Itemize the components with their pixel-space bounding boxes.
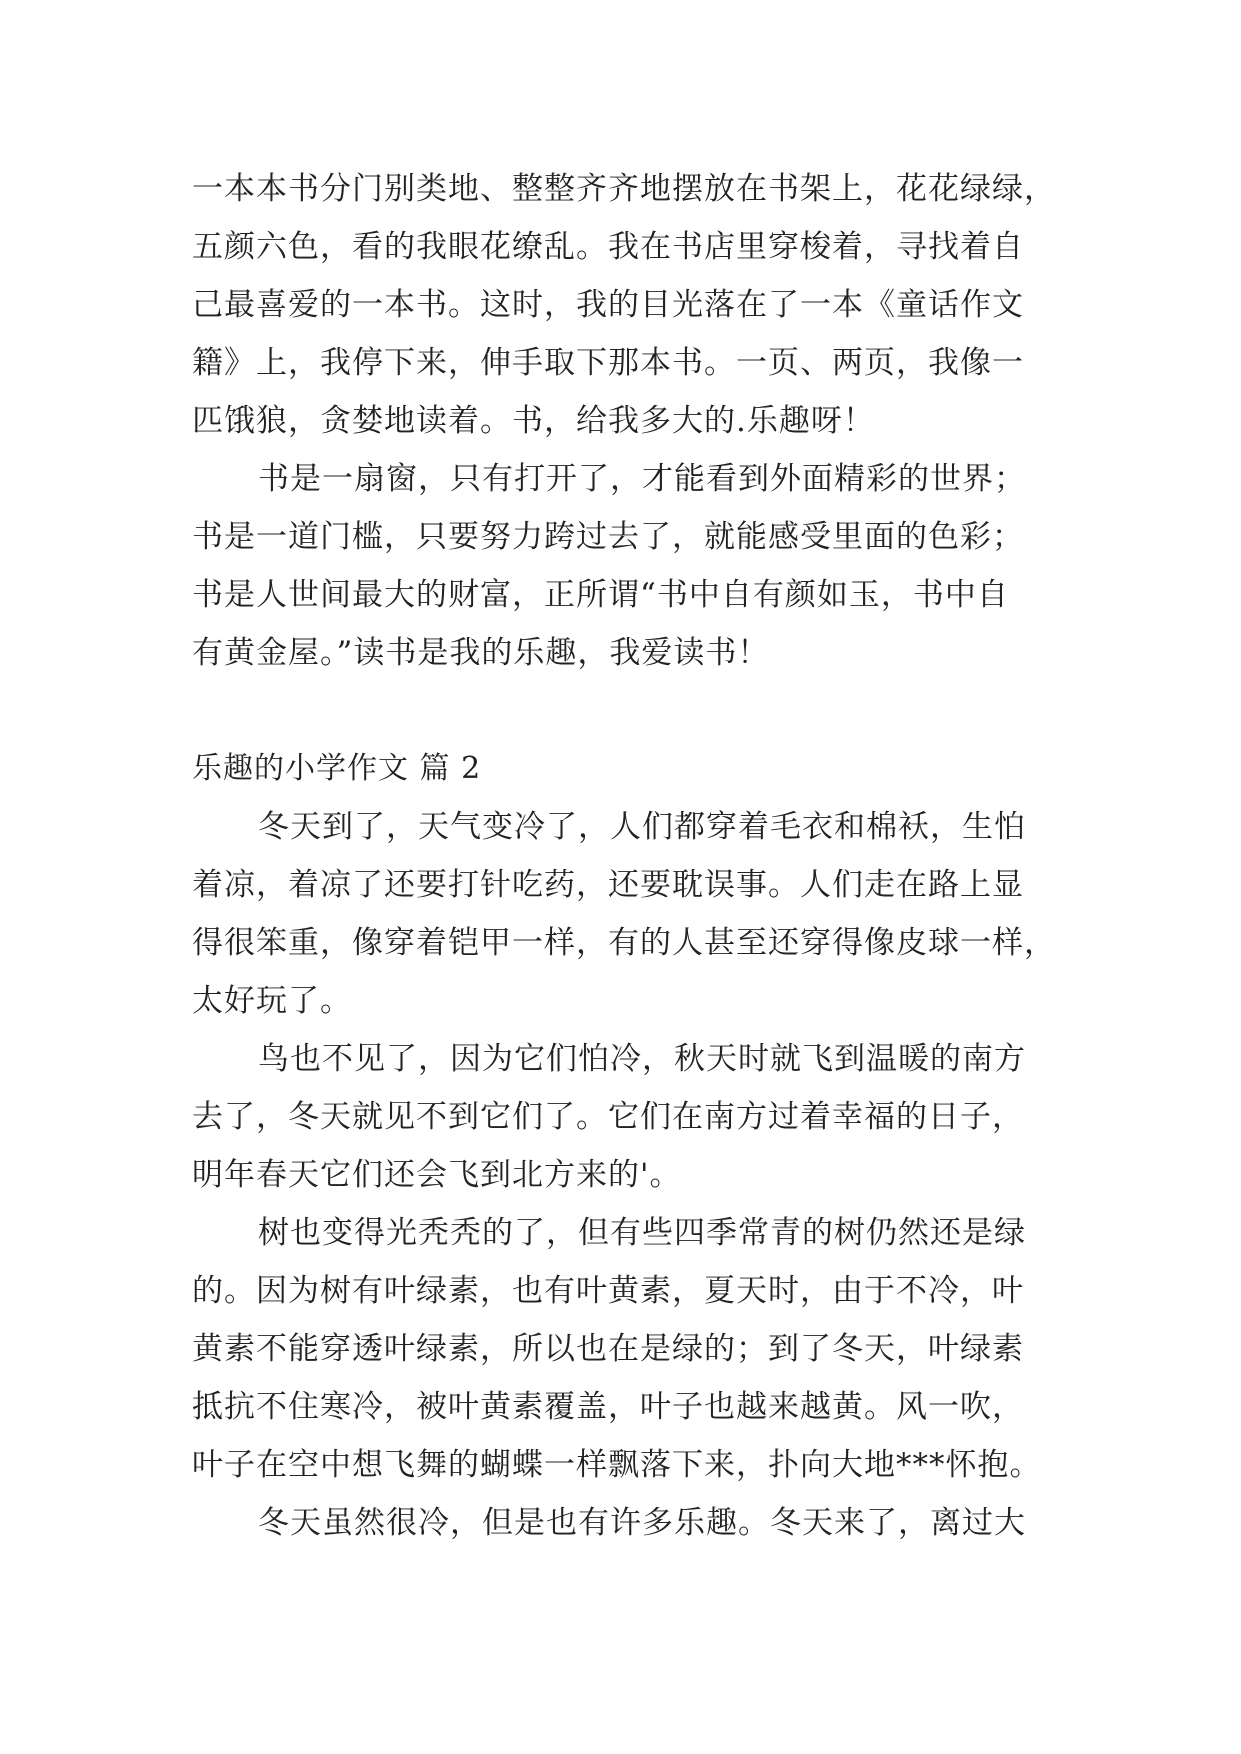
section-essay-1 (192, 160, 1072, 682)
text-line: 太好玩了。 (192, 983, 352, 1019)
paragraph (192, 798, 1072, 1030)
text-line: 冬天到了，天气变冷了，人们都穿着毛衣和棉袄，生怕 (258, 809, 1026, 845)
section-essay-2 (192, 740, 1072, 1552)
text-line: 鸟也不见了，因为它们怕冷，秋天时就飞到温暖的南方 (258, 1041, 1026, 1077)
text-line: 一本本书分门别类地、整整齐齐地摆放在书架上，花花绿绿， (192, 171, 1056, 207)
section-heading: 乐趣的小学作文 篇 2 (192, 751, 482, 786)
text-line: 着凉，着凉了还要打针吃药，还要耽误事。人们走在路上显 (192, 867, 1024, 903)
text-line: 明年春天它们还会飞到北方来的'。 (192, 1157, 682, 1193)
text-line: 五颜六色，看的我眼花缭乱。我在书店里穿梭着，寻找着自 (192, 229, 1024, 265)
text-line: 抵抗不住寒冷，被叶黄素覆盖，叶子也越来越黄。风一吹， (192, 1389, 1024, 1425)
text-line: 书是一道门槛，只要努力跨过去了，就能感受里面的色彩； (192, 519, 1024, 555)
text-line: 叶子在空中想飞舞的蝴蝶一样飘落下来，扑向大地***怀抱。 (192, 1447, 1042, 1483)
text-line: 去了，冬天就见不到它们了。它们在南方过着幸福的日子， (192, 1099, 1024, 1135)
text-line: 书是一扇窗，只有打开了，才能看到外面精彩的世界； (258, 461, 1026, 497)
text-line: 冬天虽然很冷，但是也有许多乐趣。冬天来了，离过大 (258, 1505, 1026, 1541)
text-line: 匹饿狼，贪婪地读着。书，给我多大的.乐趣呀！ (192, 403, 875, 439)
paragraph (192, 1030, 1072, 1204)
document-page (192, 160, 1072, 1552)
paragraph (192, 1494, 1072, 1552)
paragraph (192, 450, 1072, 682)
text-line: 己最喜爱的一本书。这时，我的目光落在了一本《童话作文 (192, 287, 1024, 323)
paragraph (192, 160, 1072, 450)
text-line: 有黄金屋。”读书是我的乐趣，我爱读书！ (192, 635, 770, 671)
text-line: 黄素不能穿透叶绿素，所以也在是绿的；到了冬天，叶绿素 (192, 1331, 1024, 1367)
text-line: 籍》上，我停下来，伸手取下那本书。一页、两页，我像一 (192, 345, 1024, 381)
text-line: 得很笨重，像穿着铠甲一样，有的人甚至还穿得像皮球一样， (192, 925, 1056, 961)
text-line: 书是人世间最大的财富，正所谓“书中自有颜如玉，书中自 (192, 577, 1009, 613)
text-line: 树也变得光秃秃的了，但有些四季常青的树仍然还是绿 (258, 1215, 1026, 1251)
text-line: 的。因为树有叶绿素，也有叶黄素，夏天时，由于不冷，叶 (192, 1273, 1024, 1309)
section-gap (192, 682, 1072, 740)
paragraph (192, 1204, 1072, 1494)
